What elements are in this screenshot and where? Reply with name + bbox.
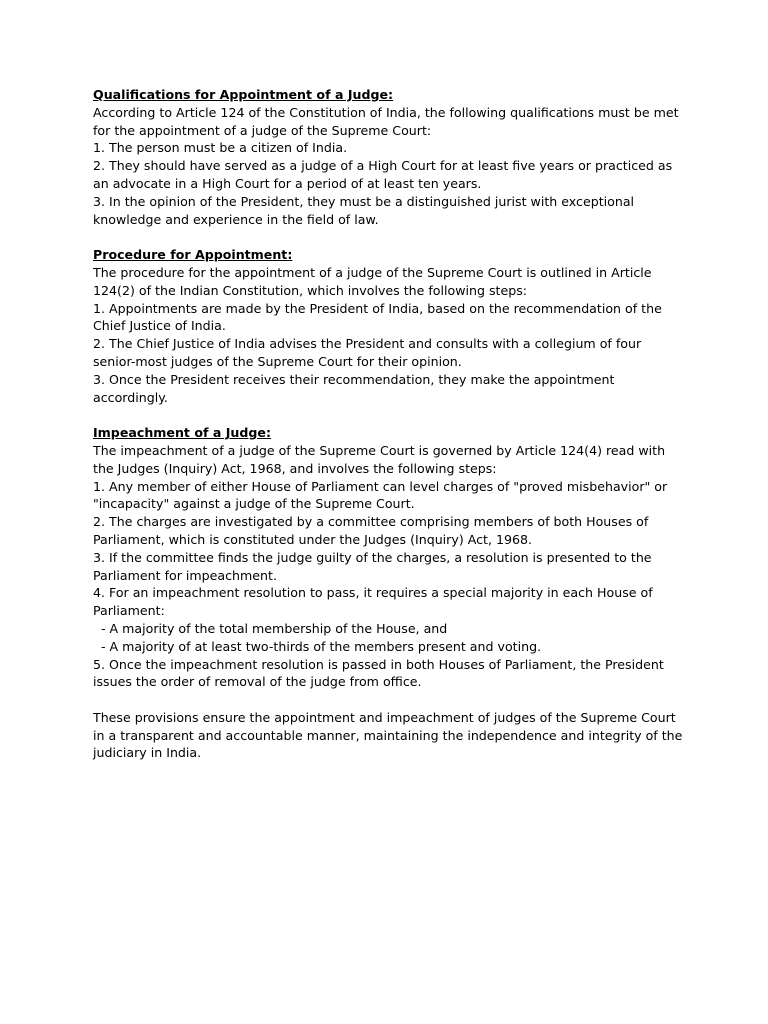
procedure-item: 1. Appointments are made by the President of India, based on the recommendation of the Chief Justice of India. — [93, 300, 666, 334]
impeachment-item: 3. If the committee finds the judge guilty of the charges, a resolution is presented to the Parliament for impeachment. — [93, 549, 656, 583]
qualifications-heading: Qualifications for Appointment of a Judge: — [93, 87, 394, 102]
impeachment-item: 5. Once the impeachment resolution is passed in both Houses of Parliament, the President issues the order of removal of the judge from office. — [93, 656, 668, 690]
qualifications-intro: According to Article 124 of the Constitution of India, the following qualifications must be met for the appointment of a judge of the Supreme Court: — [93, 104, 683, 138]
procedure-intro: The procedure for the appointment of a judge of the Supreme Court is outlined in Article 124(2) of the Indian Constitution, which involves the following steps: — [93, 264, 656, 298]
conclusion-paragraph: These provisions ensure the appointment and impeachment of judges of the Supreme Court in a transparent and accountable manner, maintaining the independence and integrity of the judiciary in India. — [93, 709, 687, 761]
procedure-section — [93, 246, 683, 406]
procedure-item: 3. Once the President receives their recommendation, they make the appointment accordingly. — [93, 371, 619, 405]
impeachment-subitem: - A majority of at least two-thirds of the members present and voting. — [101, 638, 542, 654]
impeachment-intro: The impeachment of a judge of the Supreme Court is governed by Article 124(4) read with the Judges (Inquiry) Act, 1968, and involves the following steps: — [93, 442, 670, 476]
qualification-item: 3. In the opinion of the President, they must be a distinguished jurist with exceptional knowledge and experience in the field of law. — [93, 193, 639, 227]
impeachment-item: 1. Any member of either House of Parliament can level charges of "proved misbehavior" or "incapacity" against a judge of the Supreme Court. — [93, 478, 672, 512]
qualifications-section — [93, 86, 683, 228]
procedure-heading: Procedure for Appointment: — [93, 247, 293, 263]
procedure-item: 2. The Chief Justice of India advises the President and consults with a collegium of four senior-most judges of the Supreme Court for their opinion. — [93, 336, 646, 369]
impeachment-item: 2. The charges are investigated by a committee comprising members of both Houses of Parliament, which is constituted under the Judges (Inquiry) Act, 1968. — [93, 514, 653, 547]
document-page — [93, 86, 687, 762]
impeachment-section — [93, 424, 683, 691]
impeachment-item: 4. For an impeachment resolution to pass, it requires a special majority in each House of Parliament: — [93, 585, 657, 619]
impeachment-subitem: - A majority of the total membership of the House, and — [101, 620, 448, 636]
qualification-item: 1. The person must be a citizen of India. — [93, 140, 348, 156]
qualification-item: 2. They should have served as a judge of a High Court for at least five years or practiced as an advocate in a High Court for a period of at least ten years. — [93, 158, 677, 191]
impeachment-heading: Impeachment of a Judge: — [93, 425, 271, 441]
conclusion-section — [93, 709, 687, 762]
